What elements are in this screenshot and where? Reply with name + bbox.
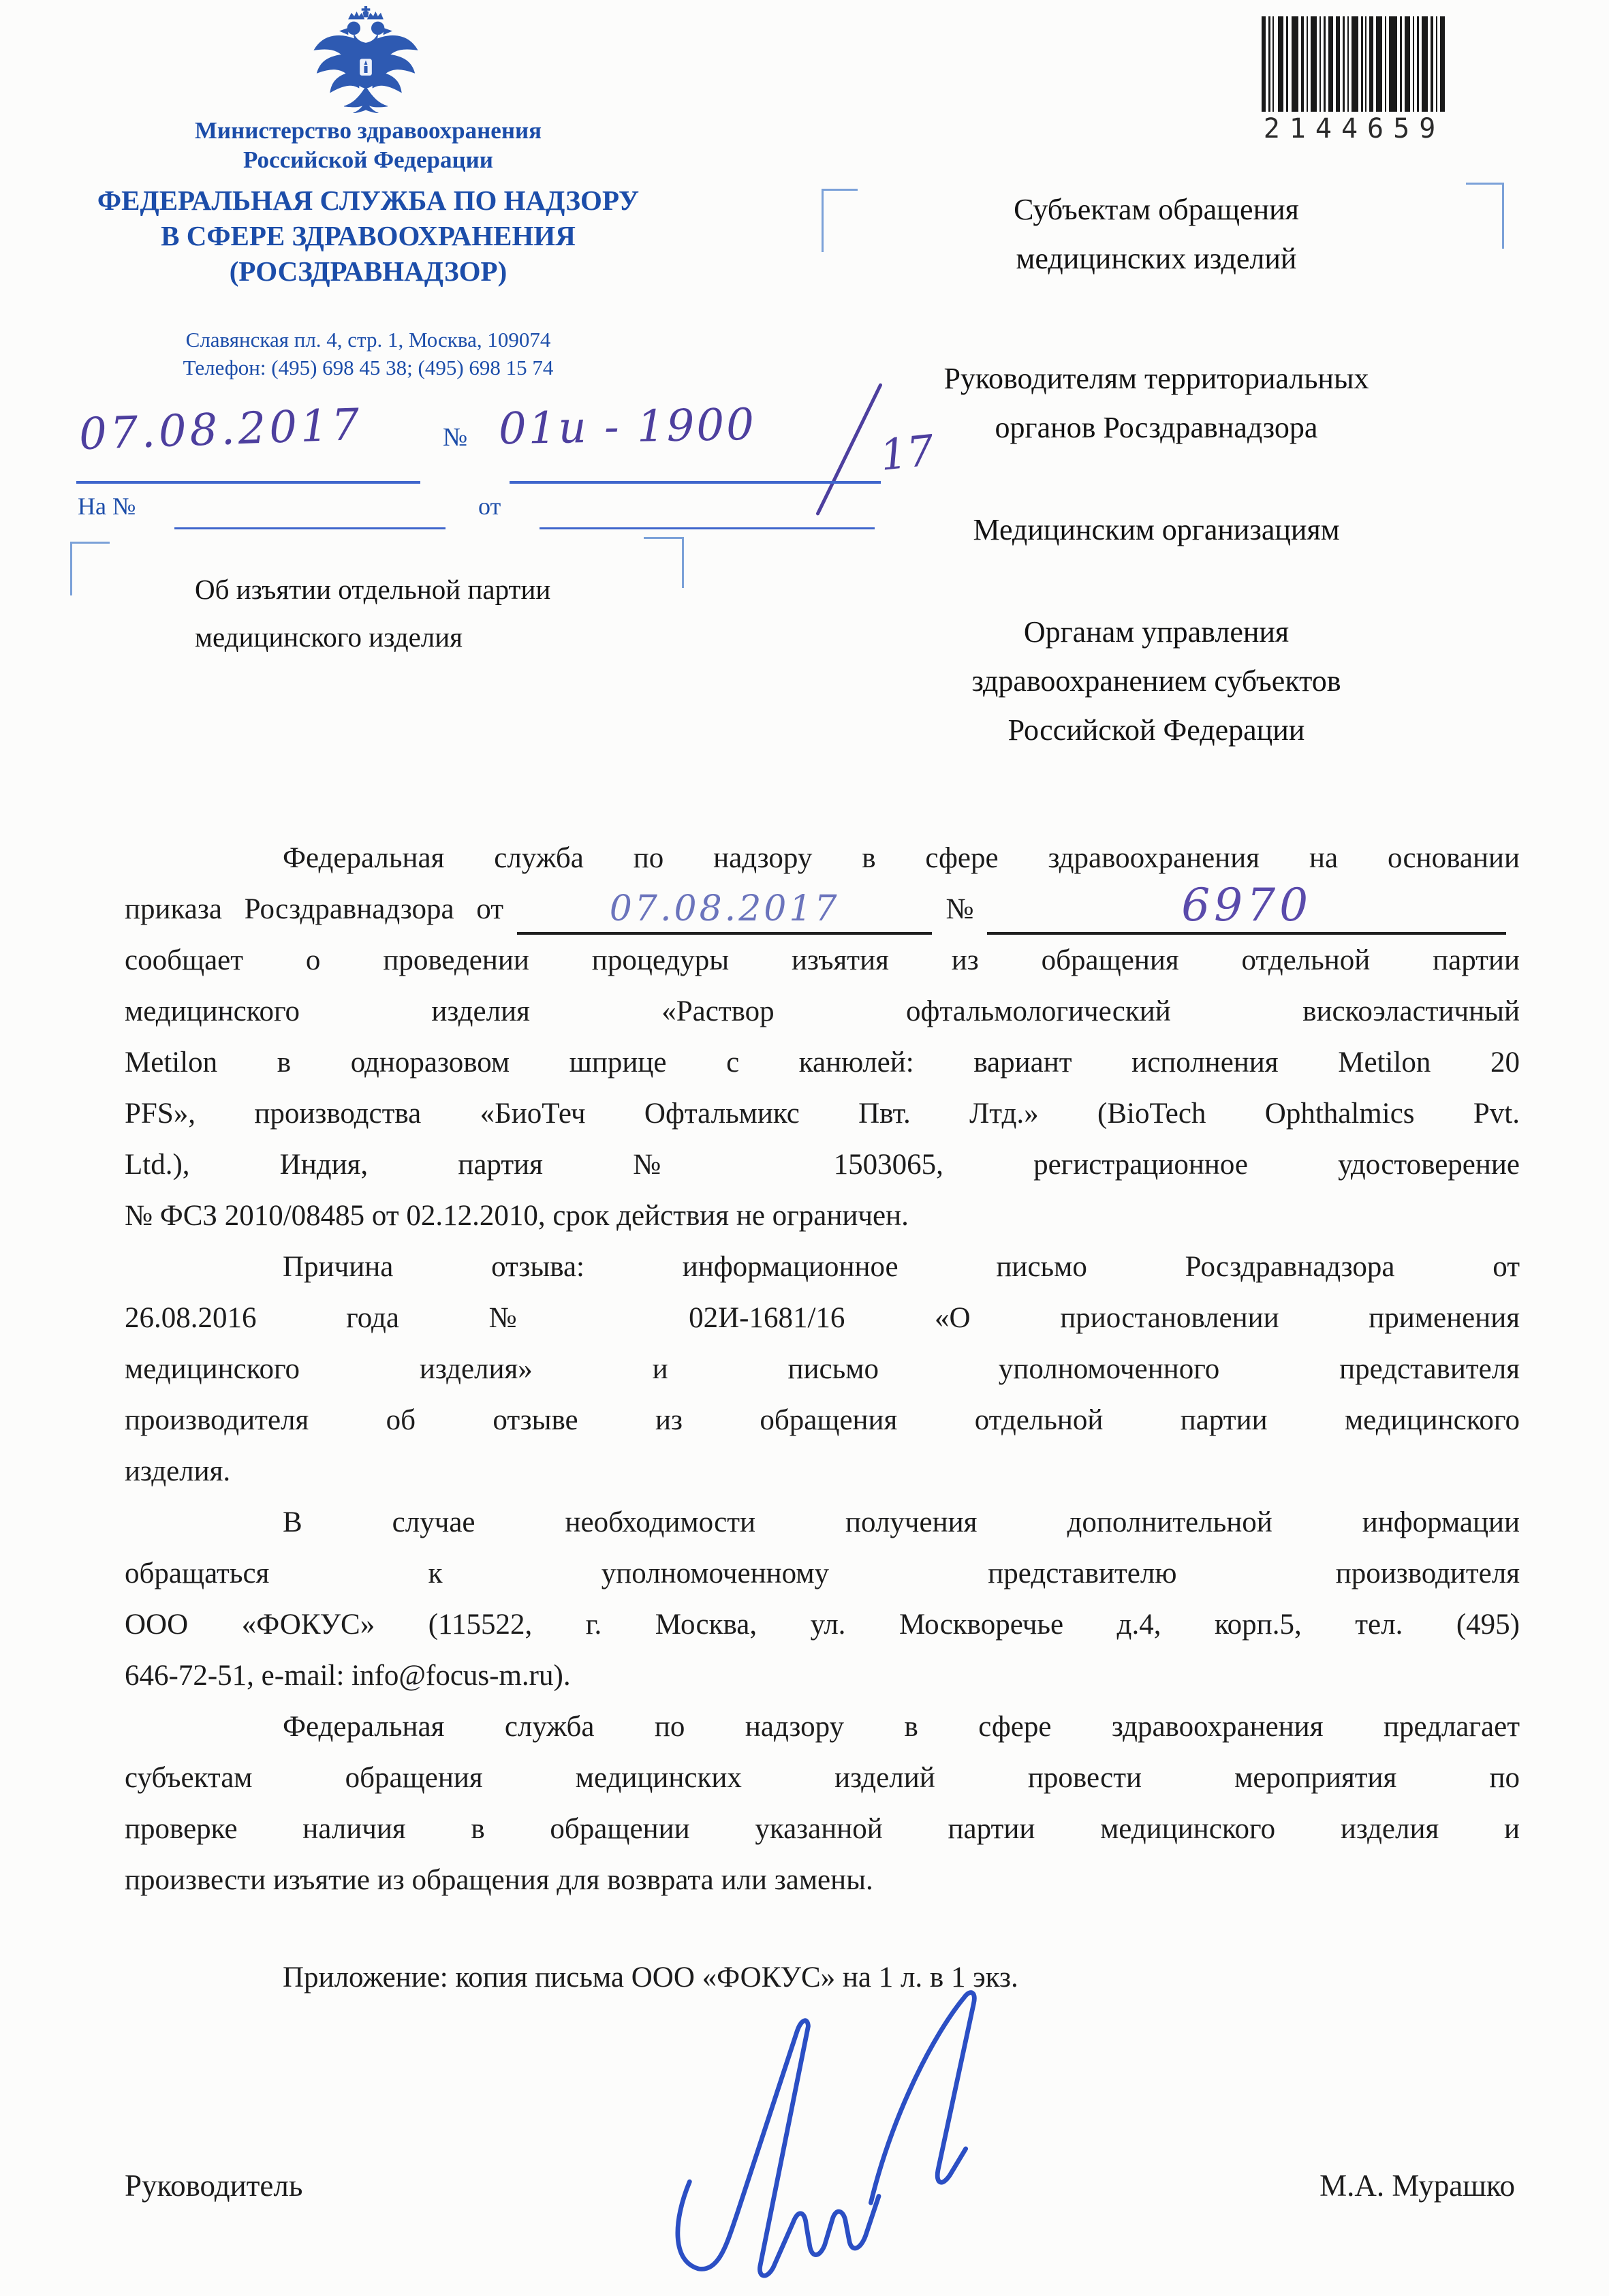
body-line: медицинского изделия» и письмо уполномоченного представителя: [125, 1353, 1520, 1385]
subject-line-1: Об изъятии отдельной партии: [195, 574, 551, 605]
letterhead-address: Славянская пл. 4, стр. 1, Москва, 109074: [185, 328, 551, 352]
reply-from-label: от: [478, 493, 501, 520]
recipient-group: [848, 185, 1465, 283]
body-line: Metilon в одноразовом шприце с канюлей: вариант исполнения Metilon 20: [125, 1046, 1520, 1079]
order-number-sign: №: [946, 893, 974, 925]
registration-number-handwritten: 01и - 1900: [498, 399, 757, 455]
body-line: обращаться к уполномоченному представителю производителя: [125, 1557, 1520, 1589]
number-underline: [510, 481, 881, 484]
letter-body: [125, 833, 1520, 1906]
barcode-icon: [1262, 16, 1447, 112]
body-line: В случае необходимости получения дополнительной информации: [283, 1506, 1520, 1538]
body-line: 26.08.2016 года № 02И-1681/16 «О приостановлении применения: [125, 1302, 1520, 1334]
body-line: сообщает о проведении процедуры изъятия из обращения отдельной партии: [125, 944, 1520, 976]
recipients: [848, 185, 1465, 808]
body-line: субъектам обращения медицинских изделий провести мероприятия по: [125, 1762, 1520, 1794]
recipient-group: [848, 506, 1465, 555]
ministry-line-2: Российской Федерации: [243, 146, 493, 173]
letterhead-contacts: [53, 326, 683, 382]
subject-block: [195, 565, 672, 661]
reply-number-underline: [174, 527, 446, 529]
recipient-line: Медицинским организациям: [973, 513, 1340, 546]
recipient-corner-bracket-right: [1466, 183, 1504, 249]
date-underline: [76, 481, 420, 484]
number-sign: №: [443, 423, 468, 452]
reply-date-underline: [540, 527, 875, 529]
body-lines: [125, 935, 1520, 1906]
recipient-line: Российской Федерации: [1007, 713, 1305, 747]
body-line: произвести изъятие из обращения для возврата или замены.: [125, 1864, 873, 1896]
recipient-line: медицинских изделий: [1016, 242, 1297, 275]
body-line: 646-72-51, e-mail: info@focus-m.ru).: [125, 1660, 571, 1692]
recipient-group: [848, 354, 1465, 452]
order-number-handwritten: 6970: [1181, 884, 1313, 931]
order-date-slot: [517, 888, 932, 935]
ministry-name: [53, 116, 683, 174]
signer-name: М.А. Мурашко: [1319, 2169, 1515, 2203]
recipient-line: Руководителям территориальных: [943, 362, 1369, 395]
recipient-line: Органам управления: [1023, 615, 1290, 649]
body-line: Федеральная служба по надзору в сфере здравоохранения предлагает: [283, 1711, 1520, 1743]
signer-position: Руководитель: [125, 2169, 303, 2203]
body-line: № ФСЗ 2010/08485 от 02.12.2010, срок действия не ограничен.: [125, 1200, 909, 1232]
body-order-line: [125, 884, 1520, 935]
service-line-2: В СФЕРЕ ЗДРАВООХРАНЕНИЯ: [161, 220, 576, 251]
body-line: Федеральная служба по надзору в сфере здравоохранения на основании: [283, 842, 1520, 874]
coat-of-arms-icon: [308, 4, 424, 113]
body-line: изделия.: [125, 1455, 231, 1487]
subject-line-2: медицинского изделия: [195, 621, 463, 653]
body-line: медицинского изделия «Раствор офтальмологический вискоэластичный: [125, 995, 1520, 1027]
registration-number-suffix-handwritten: 17: [877, 425, 937, 480]
body-line: производителя об отзыве из обращения отдельной партии медицинского: [125, 1404, 1520, 1436]
recipient-line: здравоохранением субъектов: [971, 664, 1341, 698]
order-number-slot: [987, 885, 1506, 935]
body-line: Причина отзыва: информационное письмо Росздравнадзора от: [283, 1251, 1520, 1283]
order-date-handwritten: 07.08.2017: [609, 888, 840, 929]
recipient-group: [848, 608, 1465, 755]
body-line: ООО «ФОКУС» (115522, г. Москва, ул. Москворечье д.4, корп.5, тел. (495): [125, 1609, 1520, 1641]
service-line-3: (РОСЗДРАВНАДЗОР): [229, 255, 507, 287]
order-line-prefix: приказа Росздравнадзора от: [125, 893, 504, 925]
recipient-line: органов Росздравнадзора: [995, 411, 1318, 444]
service-line-1: ФЕДЕРАЛЬНАЯ СЛУЖБА ПО НАДЗОРУ: [97, 185, 640, 216]
handwritten-signature: [599, 1984, 1076, 2287]
subject-corner-bracket-left: [70, 542, 110, 595]
reply-to-number-label: На №: [78, 493, 136, 520]
letterhead-phone: Телефон: (495) 698 45 38; (495) 698 15 74: [183, 356, 554, 379]
ministry-line-1: Министерство здравоохранения: [194, 117, 542, 144]
body-line: PFS», производства «БиоТеч Офтальмикс Пвт. Лтд.» (BioTech Ophthalmics Pvt.: [125, 1098, 1520, 1130]
registration-date-handwritten: 07.08.2017: [78, 399, 364, 461]
recipient-line: Субъектам обращения: [1014, 193, 1299, 226]
service-name: [53, 183, 683, 289]
attachment-text: Приложение: копия письма ООО «ФОКУС» на 1 л. в 1 экз.: [283, 1961, 1018, 1994]
body-line: Ltd.), Индия, партия № 1503065, регистрационное удостоверение: [125, 1149, 1520, 1181]
body-line: проверке наличия в обращении указанной партии медицинского изделия и: [125, 1813, 1520, 1845]
barcode-number: 2144659: [1263, 113, 1446, 144]
